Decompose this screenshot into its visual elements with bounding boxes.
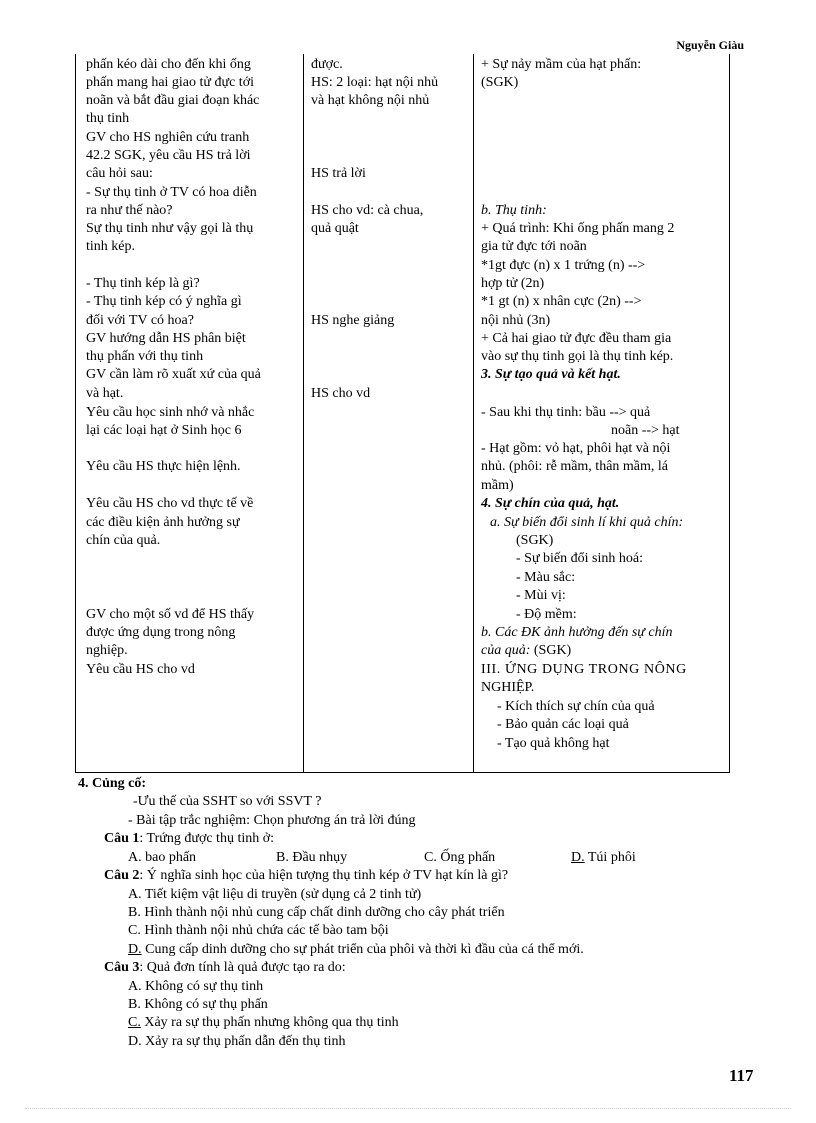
- content-line: - Sau khi thụ tinh: bầu --> quả: [481, 405, 651, 420]
- question-text: : Quả đơn tính là quả được tạo ra do:: [139, 960, 346, 975]
- content-line: - Kích thích sự chín của quả: [497, 699, 655, 714]
- teacher-activity-line: ra như thế nào?: [86, 203, 173, 218]
- teacher-activity-line: được ứng dụng trong nông: [86, 625, 236, 640]
- option-b: B. Hình thành nội nhủ cung cấp chất dinh dưỡng cho cây phát triển: [128, 905, 505, 920]
- content-line: - Màu sắc:: [516, 570, 576, 585]
- option-letter: D.: [128, 942, 142, 957]
- student-activity-line: và hạt không nội nhủ: [311, 93, 430, 108]
- content-line: - Bảo quản các loại quả: [497, 717, 629, 732]
- content-line: - Sự biến đổi sinh hoá:: [516, 551, 643, 566]
- teacher-activity-line: nghiệp.: [86, 643, 128, 658]
- teacher-activity-line: - Thụ tinh kép có ý nghĩa gì: [86, 294, 242, 309]
- content-line: *1gt đực (n) x 1 trứng (n) -->: [481, 258, 646, 273]
- teacher-activity-line: tinh kép.: [86, 239, 135, 254]
- teacher-activity-line: câu hỏi sau:: [86, 166, 153, 181]
- question-label: Câu 1: [104, 831, 140, 846]
- consolidation-item: -Ưu thế của SSHT so với SSVT ?: [133, 794, 322, 809]
- option-b: B. Không có sự thụ phấn: [128, 997, 268, 1012]
- content-line: mầm): [481, 478, 514, 493]
- consolidation-item: - Bài tập trắc nghiệm: Chọn phương án trả lời đúng: [128, 813, 416, 828]
- option-c: C. Ống phấn: [424, 850, 496, 865]
- content-line: - Tạo quả không hạt: [497, 736, 610, 751]
- option-a: A. bao phấn: [128, 850, 197, 865]
- content-line: (SGK): [481, 75, 519, 90]
- content-heading: 3. Sự tạo quả và kết hạt.: [481, 367, 621, 382]
- page-bottom-rule: [25, 1108, 791, 1109]
- question-text: : Trứng được thụ tinh ở:: [139, 831, 275, 846]
- student-activity-line: HS: 2 loại: hạt nội nhủ: [311, 75, 439, 90]
- option-c: [128, 1014, 399, 1032]
- teacher-activity-line: thụ phấn với thụ tinh: [86, 349, 204, 364]
- content-subheading: a. Sự biến đổi sinh lí khi quả chín:: [490, 515, 684, 530]
- option-a: A. Không có sự thụ tinh: [128, 979, 264, 994]
- content-line: - Độ mềm:: [516, 607, 577, 622]
- student-activity-line: HS cho vd: cà chua,: [311, 203, 424, 218]
- content-line: nhủ. (phôi: rễ mầm, thân mầm, lá: [481, 459, 669, 474]
- question-2: [104, 867, 508, 885]
- teacher-activity-line: GV cho HS nghiên cứu tranh: [86, 130, 250, 145]
- teacher-activity-line: phấn mang hai giao tử đực tới: [86, 75, 254, 90]
- student-activity-line: HS cho vd: [311, 386, 371, 401]
- section-title: 4. Củng cố:: [78, 776, 147, 791]
- teacher-activity-line: phấn kéo dài cho đến khi ống: [86, 57, 251, 72]
- teacher-activity-line: 42.2 SGK, yêu cầu HS trả lời: [86, 148, 251, 163]
- option-d: [571, 849, 636, 867]
- teacher-activity-line: Yêu cầu học sinh nhớ và nhắc: [86, 405, 255, 420]
- content-line: + Cả hai giao tử đực đều tham gia: [481, 331, 672, 346]
- page-number: 117: [729, 1066, 754, 1085]
- content-line: hợp tử (2n): [481, 276, 545, 291]
- teacher-activity-line: Yêu cầu HS thực hiện lệnh.: [86, 459, 241, 474]
- student-activity-line: HS nghe giảng: [311, 313, 395, 328]
- column-divider: [473, 54, 474, 772]
- option-a: A. Tiết kiệm vật liệu di truyền (sử dụng cả 2 tinh tử): [128, 887, 422, 902]
- teacher-activity-line: các điều kiện ảnh hưởng sự: [86, 515, 240, 530]
- author-header: Nguyễn Giàu: [676, 38, 744, 52]
- teacher-activity-line: GV hướng dẫn HS phân biệt: [86, 331, 246, 346]
- content-heading: 4. Sự chín của quả, hạt.: [481, 496, 620, 511]
- option-letter: D.: [571, 850, 585, 865]
- option-text: Xảy ra sự thụ phấn nhưng không qua thụ tinh: [140, 1015, 399, 1030]
- option-d: D. Xảy ra sự thụ phấn dẫn đến thụ tinh: [128, 1034, 346, 1049]
- content-subheading: b. Các ĐK ảnh hưởng đến sự chín: [481, 625, 673, 640]
- content-line: [481, 642, 571, 660]
- option-letter: C.: [128, 1015, 141, 1030]
- teacher-activity-line: GV cần làm rõ xuất xứ của quả: [86, 367, 261, 382]
- teacher-activity-line: GV cho một số vd để HS thấy: [86, 607, 255, 622]
- teacher-activity-line: - Thụ tinh kép là gì?: [86, 276, 200, 291]
- teacher-activity-line: lại các loại hạt ở Sinh học 6: [86, 423, 242, 438]
- teacher-activity-line: đối với TV có hoa?: [86, 313, 194, 328]
- content-subheading: của quả:: [481, 643, 531, 658]
- teacher-activity-line: Sự thụ tinh như vậy gọi là thụ: [86, 221, 254, 236]
- content-line: (SGK): [516, 533, 554, 548]
- option-text: Túi phôi: [584, 850, 636, 865]
- content-line: + Quá trình: Khi ống phấn mang 2: [481, 221, 675, 236]
- content-line: gia tử đực tới noãn: [481, 239, 587, 254]
- question-1: [104, 830, 274, 848]
- content-line: *1 gt (n) x nhân cực (2n) -->: [481, 294, 642, 309]
- lesson-table: [75, 54, 730, 773]
- content-heading: b. Thụ tinh:: [481, 203, 547, 218]
- teacher-activity-line: Yêu cầu HS cho vd: [86, 662, 195, 677]
- content-line: vào sự thụ tinh gọi là thụ tinh kép.: [481, 349, 674, 364]
- content-heading: III. ỨNG DỤNG TRONG NÔNG: [481, 662, 687, 677]
- option-c: C. Hình thành nội nhủ chứa các tế bào tam bội: [128, 923, 389, 938]
- teacher-activity-line: - Sự thụ tinh ở TV có hoa diễn: [86, 185, 257, 200]
- teacher-activity-line: thụ tinh: [86, 111, 130, 126]
- student-activity-line: HS trả lời: [311, 166, 366, 181]
- question-3: [104, 959, 346, 977]
- option-b: B. Đầu nhụy: [276, 850, 348, 865]
- student-activity-line: quả quật: [311, 221, 359, 236]
- content-line: + Sự nảy mầm của hạt phấn:: [481, 57, 642, 72]
- teacher-activity-line: noãn và bắt đầu giai đoạn khác: [86, 93, 260, 108]
- content-line: - Hạt gồm: vỏ hạt, phôi hạt và nội: [481, 441, 671, 456]
- question-label: Câu 3: [104, 960, 140, 975]
- column-divider: [303, 54, 304, 772]
- teacher-activity-line: và hạt.: [86, 386, 124, 401]
- option-text: Cung cấp dinh dưỡng cho sự phát triển của phôi và thời kì đầu của cá thể mới.: [141, 942, 584, 957]
- question-text: : Ý nghĩa sinh học của hiện tượng thụ tinh kép ở TV hạt kín là gì?: [139, 868, 509, 883]
- content-line: - Mùi vị:: [516, 588, 566, 603]
- content-line: nội nhủ (3n): [481, 313, 551, 328]
- question-label: Câu 2: [104, 868, 140, 883]
- teacher-activity-line: Yêu cầu HS cho vd thực tế về: [86, 496, 254, 511]
- content-line: noãn --> hạt: [611, 423, 680, 438]
- content-heading: NGHIỆP.: [481, 680, 535, 695]
- teacher-activity-line: chín của quả.: [86, 533, 161, 548]
- student-activity-line: được.: [311, 57, 343, 72]
- option-d: [128, 941, 584, 959]
- content-text: (SGK): [530, 643, 572, 658]
